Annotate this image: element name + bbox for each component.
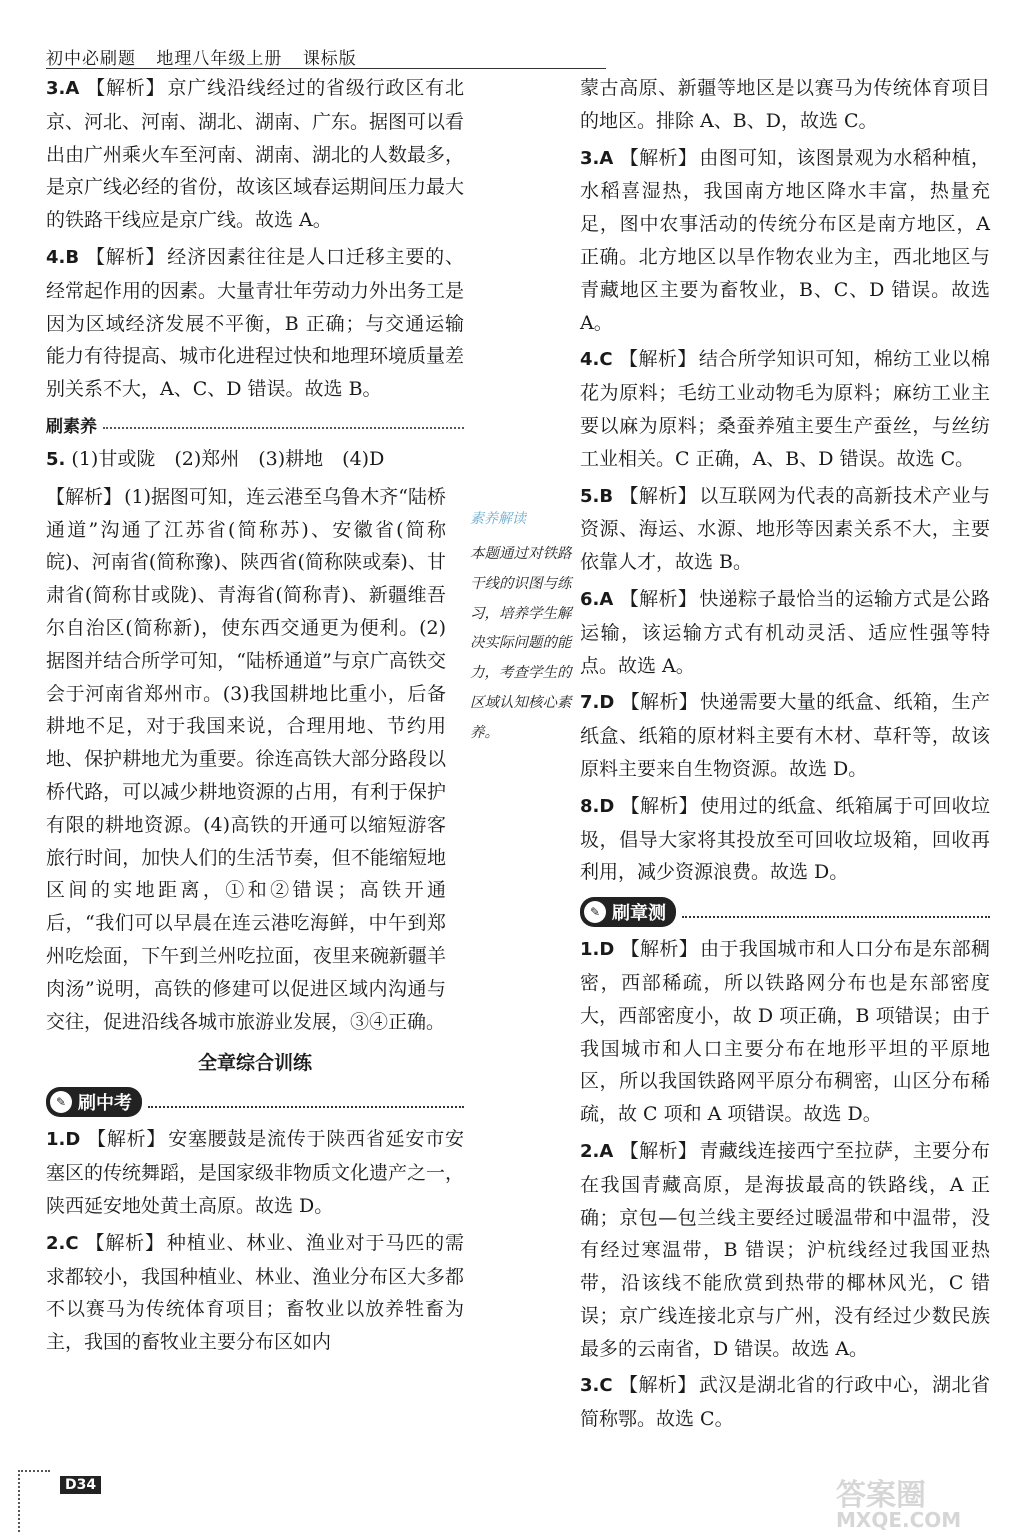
zhongkao-question-4: 4.C 【解析】 结合所学知识可知，棉纺工业以棉花为原料；毛纺工业动物毛为原料；麻纺工业主要以麻为原料；桑蚕养殖主要生产蚕丝，与丝纺工业相关。C 正确，A、B、D 错误。故选 C。: [580, 348, 990, 470]
zhongkao-question-6: 6.A 【解析】 快递粽子最恰当的运输方式是公路运输，该运输方式有机动灵活、适应性强等特点。故选 A。: [580, 587, 990, 677]
zhongkao-question-2-cont: 蒙古高原、新疆等地区是以赛马为传统体育项目的地区。排除 A、B、D，故选 C。: [580, 77, 990, 132]
question-5-answers: 5. (1)甘或陇 (2)郑州 (3)耕地 (4)D: [46, 447, 385, 470]
badge-zhangce: ✎ 刷章测: [580, 897, 990, 927]
zhongkao-question-3: 3.A 【解析】 由图可知，该图景观为水稻种植，水稻喜湿热，我国南方地区降水丰富，热量充足，图中农事活动的传统分布区是南方地区，A 正确。北方地区以旱作物农业为主，西北地区与青藏地区主要为畜牧业，B、C、D 错误。故选 A。: [580, 146, 990, 334]
zhongkao-question-7: 7.D 【解析】 快递需要大量的纸盒、纸箱，生产纸盒、纸箱的原材料主要有木材、草秆等，故该原料主要来自生物资源。故选 D。: [580, 691, 990, 780]
watermark-logo: 答案圈 MXQE.COM: [836, 1478, 962, 1532]
page-number: D34: [60, 1476, 101, 1494]
question-5-analysis: 【解析】 (1)据图可知，连云港至乌鲁木齐“陆桥通道”沟通了江苏省(简称苏)、安徽省(简称皖)、河南省(简称豫)、陕西省(简称陕或秦)、甘肃省(简称甘或陇)、青海省(简称青)、新疆维吾尔自治区(简称新)，使东西交通更为便利。(2)据图并结合所学可知，“陆桥通道”与京广高铁交会于河南省郑州市。(3)我国耕地比重小，后备耕地不足，对于我国来说，合理用地、节约用地、保护耕地尤为重要。徐连高铁大部分路段以桥代路，可以减少耕地资源的占用，有利于保护有限的耕地资源。(4)高铁的开通可以缩短游客旅行时间，加快人们的生活节奏，但不能缩短地区间的实地距离，①和②错误；高铁开通后，“我们可以早晨在连云港吃海鲜，中午到郑州吃烩面，下午到兰州吃拉面，夜里来碗新疆羊肉汤”说明，高铁的修建可以促进区域内沟通与交往，促进沿线各城市旅游业发展，③④正确。: [46, 485, 446, 1033]
sidenote-title: 素养解读: [470, 511, 526, 527]
corner-mark: [18, 1470, 50, 1532]
sidenote: 本题通过对铁路干线的识图与练习，培养学生解决实际问题的能力，考查学生的区域认知核心素养。: [470, 546, 572, 741]
zhongkao-question-2: 2.C 【解析】 种植业、林业、渔业对于马匹的需求都较小，我国种植业、林业、渔业分布区大多都不以赛马为传统体育项目；畜牧业以放养牲畜为主，我国的畜牧业主要分布区如内: [46, 1231, 465, 1354]
running-header: [46, 44, 371, 69]
brush-icon: ✎: [50, 1091, 72, 1113]
subject-title: 地理八年级上册: [156, 49, 283, 69]
header-rule: [46, 68, 606, 69]
chapter-title: 全章综合训练: [197, 1052, 312, 1075]
zhongkao-question-5: 5.B 【解析】 以互联网为代表的高新技术产业与资源、海运、水源、地形等因素关系不大，主要依靠人才，故选 B。: [580, 484, 990, 574]
brush-icon: ✎: [584, 901, 606, 923]
book-title: 初中必刷题: [46, 49, 136, 69]
section-suyang: 刷素养: [46, 412, 464, 437]
badge-zhongkao: ✎ 刷中考: [46, 1087, 464, 1117]
zhongkao-question-8: 8.D 【解析】 使用过的纸盒、纸箱属于可回收垃圾，倡导大家将其投放至可回收垃圾箱，回收再利用，减少资源浪费。故选 D。: [580, 794, 990, 884]
edition-label: 课标版: [302, 49, 357, 69]
left-column: [46, 72, 464, 1363]
zhongkao-question-1: 1.D 【解析】 安塞腰鼓是流传于陕西省延安市安塞区的传统舞蹈，是国家级非物质文化遗产之一，陕西延安地处黄土高原。故选 D。: [46, 1128, 465, 1217]
question-4: 4.B 【解析】 经济因素往往是人口迁移主要的、经常起作用的因素。大量青壮年劳动力外出务工是因为区域经济发展不平衡，B 正确；与交通运输能力有待提高、城市化进程过快和地理环境质量差别关系不大，A、C、D 错误。故选 B。: [46, 245, 465, 401]
zhangce-question-1: 1.D 【解析】 由于我国城市和人口分布是东部稠密，西部稀疏，所以铁路网分布也是东部密度大，西部密度小，故 D 项正确，B 项错误；由于我国城市和人口主要分布在地形平坦的平原地区，所以我国铁路网平原分布稠密，山区分布稀疏，故 C 项和 A 项错误。故选 D。: [580, 938, 990, 1126]
right-column: [580, 72, 990, 1440]
zhangce-question-3: 3.C 【解析】 武汉是湖北省的行政中心，湖北省简称鄂。故选 C。: [580, 1374, 990, 1431]
zhangce-question-2: 2.A 【解析】 青藏线连接西宁至拉萨，主要分布在我国青藏高原，是海拔最高的铁路线，A 正确；京包—包兰线主要经过暖温带和中温带，没有经过寒温带，B 错误；沪杭线经过我国亚热带，沿该线不能欣赏到热带的椰林风光，C 错误；京广线连接北京与广州，没有经过少数民族最多的云南省，D 错误。故选 A。: [580, 1139, 990, 1360]
question-3: 3.A 【解析】 京广线沿线经过的省级行政区有北京、河北、河南、湖北、湖南、广东。据图可以看出由广州乘火车至河南、湖南、湖北的人数最多，是京广线必经的省份，故该区域春运期间压力最大的铁路干线应是京广线。故选 A。: [46, 77, 465, 232]
